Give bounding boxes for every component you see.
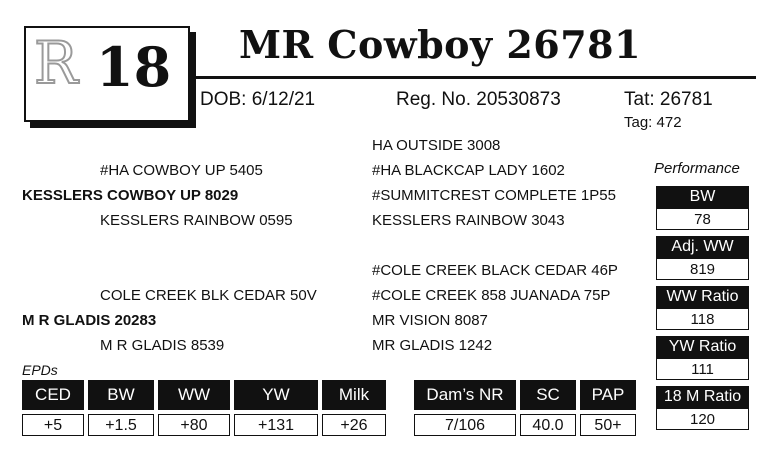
epd-ww-header: WW [158, 380, 230, 410]
pedigree-ssd: #HA BLACKCAP LADY 1602 [372, 162, 565, 179]
epd-bw-value: +1.5 [88, 414, 154, 436]
epd-yw-value: +131 [234, 414, 318, 436]
perf-adjww-value: 819 [656, 258, 749, 280]
epd-ced-value: +5 [22, 414, 84, 436]
lot-number: 18 [96, 35, 172, 99]
dam-nr-header: Dam’s NR [414, 380, 516, 410]
title-divider [190, 76, 756, 79]
reg-number: Reg. No. 20530873 [396, 89, 561, 110]
epds-label: EPDs [22, 362, 58, 378]
pap-value: 50+ [580, 414, 636, 436]
dob-text: DOB: 6/12/21 [200, 89, 316, 110]
dam-nr-value: 7/106 [414, 414, 516, 436]
perf-ywratio-label: YW Ratio [656, 336, 749, 358]
performance-title: Performance [654, 160, 740, 177]
perf-ywratio-value: 111 [656, 358, 749, 380]
perf-adjww-label: Adj. WW [656, 236, 749, 258]
pedigree-sire: KESSLERS COWBOY UP 8029 [22, 187, 239, 204]
tattoo: Tat: 26781 [624, 89, 713, 110]
perf-wwratio-label: WW Ratio [656, 286, 749, 308]
pedigree-sss: HA OUTSIDE 3008 [372, 137, 501, 154]
pedigree-dss: #COLE CREEK BLACK CEDAR 46P [372, 262, 618, 279]
tag-number: Tag: 472 [624, 114, 682, 131]
pedigree-sd: KESSLERS RAINBOW 0595 [100, 212, 293, 229]
pedigree-dam: M R GLADIS 20283 [22, 312, 157, 329]
pap-header: PAP [580, 380, 636, 410]
epd-ww-value: +80 [158, 414, 230, 436]
pedigree-sdd: KESSLERS RAINBOW 3043 [372, 212, 565, 229]
perf-18m-label: 18 M Ratio [656, 386, 749, 408]
epd-milk-value: +26 [322, 414, 386, 436]
perf-bw-label: BW [656, 186, 749, 208]
lot-box [24, 26, 190, 122]
epd-milk-header: Milk [322, 380, 386, 410]
epd-bw-header: BW [88, 380, 154, 410]
pedigree-dds: MR VISION 8087 [372, 312, 488, 329]
pedigree-sds: #SUMMITCREST COMPLETE 1P55 [372, 187, 616, 204]
perf-18m-value: 120 [656, 408, 749, 430]
pedigree-dsd: #COLE CREEK 858 JUANADA 75P [372, 287, 611, 304]
sc-header: SC [520, 380, 576, 410]
animal-name: MR Cowboy 26781 [238, 22, 642, 67]
epd-yw-header: YW [234, 380, 318, 410]
pedigree-ss: #HA COWBOY UP 5405 [100, 162, 263, 179]
perf-wwratio-value: 118 [656, 308, 749, 330]
pedigree-dd: M R GLADIS 8539 [100, 337, 225, 354]
pedigree-ds: COLE CREEK BLK CEDAR 50V [100, 287, 317, 304]
logo-r-icon: R [34, 29, 78, 97]
perf-bw-value: 78 [656, 208, 749, 230]
epd-ced-header: CED [22, 380, 84, 410]
pedigree-ddd: MR GLADIS 1242 [372, 337, 493, 354]
sc-value: 40.0 [520, 414, 576, 436]
